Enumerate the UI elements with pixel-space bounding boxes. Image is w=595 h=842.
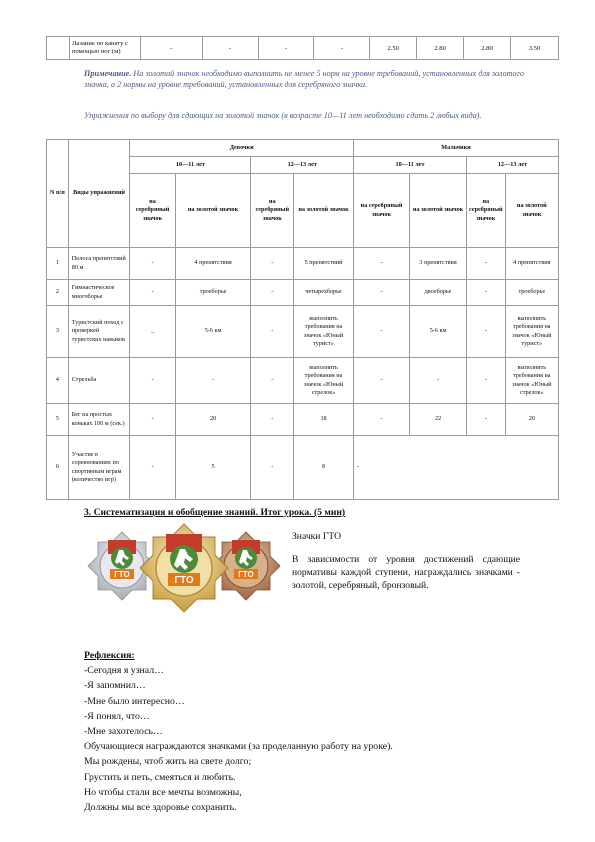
table-cell	[47, 37, 70, 60]
badge-label: ГТО	[114, 570, 130, 579]
table-row	[47, 358, 559, 404]
gto-title: Значки ГТО	[292, 531, 342, 542]
note-text: На золотой значок необходимо выполнить не менее 5 норм на уровне требований, установленных для золотого значка, а 2 нормы на уровне требований, установленных для серебряного значка.	[84, 69, 524, 89]
row-label: Стрельба	[68, 358, 130, 404]
table-cell: троеборье	[175, 280, 251, 306]
badge-label: ГТО	[238, 570, 254, 579]
reflection-line: -Мне было интересно…	[84, 695, 185, 707]
poem-line: Мы рождены, чтоб жить на свете долго;	[84, 756, 252, 768]
reflection-line: -Сегодня я узнал…	[84, 665, 164, 677]
reflection-block	[84, 648, 393, 815]
section-title: 3. Систематизация и обобщение знаний. Итог урока. (5 мин)	[84, 507, 346, 518]
table-cell: -	[467, 306, 506, 358]
header-gold: на золотой значок	[505, 174, 558, 248]
reflection-line: -Я понял, что…	[84, 710, 150, 722]
table-row	[47, 37, 559, 60]
table-cell: 20	[175, 404, 251, 436]
table-cell: 4 препятствия	[175, 248, 251, 280]
table-cell: -	[251, 306, 294, 358]
table-cell: 3.50	[510, 37, 558, 60]
header-silver: на серебряный значок	[251, 174, 294, 248]
table-cell: 2.50	[370, 37, 417, 60]
reflection-line: -Мне захотелось…	[84, 726, 163, 738]
table-cell: выполнить требования на значок «Юный стрелок»	[505, 358, 558, 404]
table-cell: -	[251, 358, 294, 404]
gold-badge-icon	[140, 524, 228, 612]
table-cell: -	[175, 358, 251, 404]
table-cell: троеборье	[505, 280, 558, 306]
header-age: 12—13 лет	[251, 157, 354, 174]
table-cell: 8	[294, 436, 354, 500]
header-boys: Мальчики	[354, 140, 559, 157]
row-num: 3	[47, 306, 69, 358]
reflection-line: -Я запомнил…	[84, 680, 146, 692]
table-cell: -	[354, 436, 559, 500]
table-cell: -	[467, 280, 506, 306]
table-cell: -	[251, 436, 294, 500]
table-cell: 2.80	[417, 37, 464, 60]
header-silver: на серебряный значок	[130, 174, 175, 248]
table-cell: -	[140, 37, 202, 60]
table-cell: -	[354, 404, 410, 436]
reflection-line: Обучающиеся награждаются значками (за проделанную работу на уроке).	[84, 741, 393, 753]
table-cell: -	[467, 404, 506, 436]
header-girls: Девочки	[130, 140, 354, 157]
table-cell: -	[354, 358, 410, 404]
poem-line: Должны мы все здоровье сохранить.	[84, 802, 237, 814]
poem-line: Но чтобы стали все мечты возможны,	[84, 786, 242, 798]
table-cell: двоеборье	[410, 280, 467, 306]
table-cell: 5-6 км	[410, 306, 467, 358]
row-num: 2	[47, 280, 69, 306]
table-cell: 22	[410, 404, 467, 436]
header-age: 12—13 лет	[467, 157, 559, 174]
norms-table-fragment	[46, 36, 559, 60]
table-cell: 5-6 км	[175, 306, 251, 358]
table-cell: -	[130, 248, 175, 280]
table-cell: -	[467, 248, 506, 280]
row-label: Полоса препятствий 80 м	[68, 248, 130, 280]
table-cell: 5	[175, 436, 251, 500]
row-num: 4	[47, 358, 69, 404]
table-cell: 3 препятствия	[410, 248, 467, 280]
table-cell: -	[202, 37, 258, 60]
table-cell: выполнить требования на значок «Юный турист»	[294, 306, 354, 358]
table-cell: выполнить требования на значок «Юный турист»	[505, 306, 558, 358]
table-cell: -	[410, 358, 467, 404]
table-cell: выполнить требования на значок «Юный стрелок»	[294, 358, 354, 404]
table-cell: _	[130, 306, 175, 358]
reflection-title: Рефлексия:	[84, 650, 135, 661]
table-cell: -	[354, 248, 410, 280]
table-row	[47, 436, 559, 500]
gto-badges-image	[84, 522, 284, 620]
table-cell: -	[130, 436, 175, 500]
row-label: Туристский поход с проверкой туристских навыков	[68, 306, 130, 358]
header-silver: на серебряный значок	[467, 174, 506, 248]
row-num: 6	[47, 436, 69, 500]
header-age: 10—11 лет	[354, 157, 467, 174]
table-cell: 5 препятствий	[294, 248, 354, 280]
table-cell: 2.80	[464, 37, 511, 60]
table-cell: 18	[294, 404, 354, 436]
gto-description: В зависимости от уровня достижений сдающие нормативы каждой ступени, награждались значками - золотой, серебряный, бронзовый.	[292, 554, 520, 591]
badge-label: ГТО	[174, 575, 194, 586]
row-label: Бег на простых коньках 100 м (сек.)	[68, 404, 130, 436]
header-types: Виды упражнений	[68, 140, 130, 248]
row-label: Лазание по канату с помощью ног (м)	[69, 37, 140, 60]
note-label: Примечание.	[84, 69, 132, 78]
header-gold: на золотой значок	[410, 174, 467, 248]
table-cell: -	[130, 404, 175, 436]
row-num: 1	[47, 248, 69, 280]
header-age: 10—11 лет	[130, 157, 251, 174]
table-cell: -	[354, 280, 410, 306]
table-row	[47, 280, 559, 306]
table-cell: 20	[505, 404, 558, 436]
table-cell: -	[251, 248, 294, 280]
table-row	[47, 306, 559, 358]
note-paragraph	[84, 69, 529, 90]
table-cell: четырехборье	[294, 280, 354, 306]
header-num: N п/п	[47, 140, 69, 248]
header-gold: на золотой значок	[294, 174, 354, 248]
poem-line: Грустить и петь, смеяться и любить.	[84, 771, 236, 783]
row-num: 5	[47, 404, 69, 436]
table-cell: -	[130, 358, 175, 404]
table-cell: -	[314, 37, 370, 60]
table-cell: -	[130, 280, 175, 306]
table-cell: -	[258, 37, 314, 60]
header-row	[47, 140, 559, 157]
table-cell: 4 препятствия	[505, 248, 558, 280]
row-label: Гимнастическое многоборье	[68, 280, 130, 306]
table-cell: -	[251, 404, 294, 436]
table-cell: -	[354, 306, 410, 358]
table-row	[47, 248, 559, 280]
table-row	[47, 404, 559, 436]
table-cell: -	[251, 280, 294, 306]
note-elective: Упражнения по выбору для сдающих на золотой значок (в возрасте 10—11 лет необходимо сдать 2 любых вида).	[84, 111, 482, 120]
header-gold: на золотой значок	[175, 174, 251, 248]
row-label: Участие в соревнованиях по спортивным играм (количество игр)	[68, 436, 130, 500]
table-cell: -	[467, 358, 506, 404]
elective-exercises-table	[46, 139, 559, 500]
header-silver: на серебряный значок	[354, 174, 410, 248]
